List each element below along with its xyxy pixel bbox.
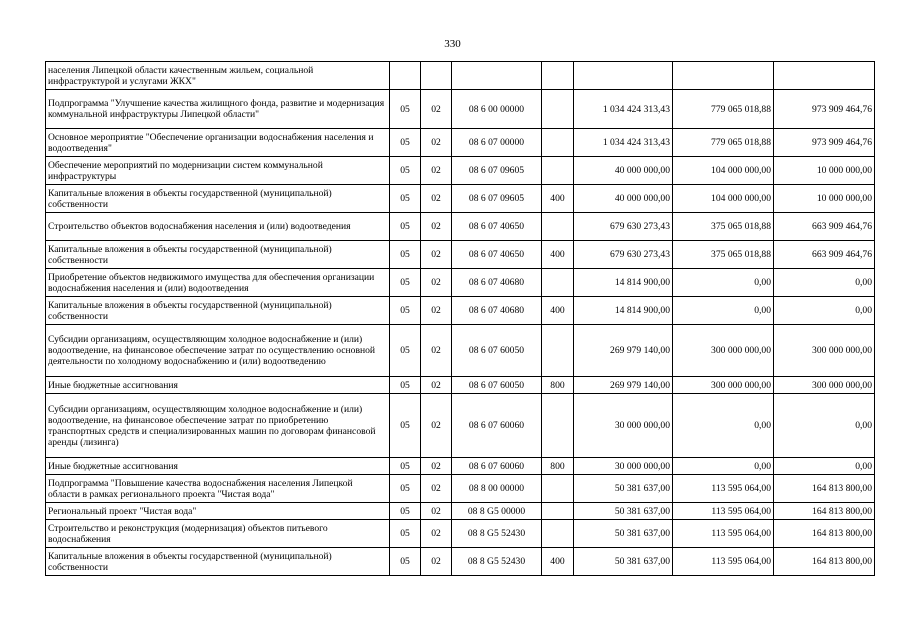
- row-expense-kind: [542, 269, 574, 297]
- row-subsection: 02: [421, 475, 452, 503]
- row-name: Иные бюджетные ассигнования: [46, 458, 390, 475]
- row-amount-year-2: 113 595 064,00: [673, 520, 774, 548]
- row-amount-year-2: 779 065 018,88: [673, 129, 774, 157]
- row-subsection: 02: [421, 520, 452, 548]
- row-amount-year-1: 50 381 637,00: [574, 475, 673, 503]
- table-row: [46, 297, 875, 325]
- row-target-code: 08 8 G5 52430: [452, 548, 542, 576]
- row-amount-year-1: 679 630 273,43: [574, 241, 673, 269]
- row-amount-year-1: 269 979 140,00: [574, 325, 673, 377]
- row-name: Основное мероприятие "Обеспечение организации водоснабжения населения и водоотведения": [46, 129, 390, 157]
- row-target-code: 08 6 00 00000: [452, 90, 542, 129]
- table-row: [46, 213, 875, 241]
- row-section: 05: [390, 90, 421, 129]
- row-amount-year-2: 300 000 000,00: [673, 325, 774, 377]
- row-section: 05: [390, 241, 421, 269]
- row-expense-kind: [542, 157, 574, 185]
- row-expense-kind: [542, 520, 574, 548]
- row-expense-kind: 400: [542, 241, 574, 269]
- row-target-code: 08 8 G5 52430: [452, 520, 542, 548]
- row-amount-year-3: 10 000 000,00: [774, 185, 875, 213]
- row-expense-kind: [542, 475, 574, 503]
- row-name: Субсидии организациям, осуществляющим холодное водоснабжение и (или) водоотведение, на финансовое обеспечение затрат по приобретению транспортных средств и специализированных машин по договорам финансовой аренды (лизинга): [46, 394, 390, 458]
- row-name: Капитальные вложения в объекты государственной (муниципальной) собственности: [46, 241, 390, 269]
- row-amount-year-2: 0,00: [673, 458, 774, 475]
- row-expense-kind: [542, 325, 574, 377]
- table-row: [46, 269, 875, 297]
- row-amount-year-3: 164 813 800,00: [774, 503, 875, 520]
- row-amount-year-2: 779 065 018,88: [673, 90, 774, 129]
- row-amount-year-2: 104 000 000,00: [673, 157, 774, 185]
- row-target-code: 08 8 G5 00000: [452, 503, 542, 520]
- row-subsection: 02: [421, 185, 452, 213]
- row-expense-kind: [542, 394, 574, 458]
- page-number: 330: [444, 38, 461, 50]
- row-target-code: 08 6 07 40650: [452, 213, 542, 241]
- table-row: [46, 377, 875, 394]
- row-amount-year-3: 300 000 000,00: [774, 377, 875, 394]
- row-amount-year-1: [574, 62, 673, 90]
- row-expense-kind: 400: [542, 297, 574, 325]
- row-section: 05: [390, 475, 421, 503]
- row-target-code: [452, 62, 542, 90]
- row-amount-year-2: 0,00: [673, 297, 774, 325]
- row-amount-year-3: 663 909 464,76: [774, 241, 875, 269]
- row-subsection: 02: [421, 377, 452, 394]
- row-name: Обеспечение мероприятий по модернизации систем коммунальной инфраструктуры: [46, 157, 390, 185]
- row-name: Иные бюджетные ассигнования: [46, 377, 390, 394]
- row-subsection: 02: [421, 269, 452, 297]
- row-amount-year-2: 104 000 000,00: [673, 185, 774, 213]
- row-expense-kind: [542, 62, 574, 90]
- row-amount-year-2: 300 000 000,00: [673, 377, 774, 394]
- row-subsection: 02: [421, 129, 452, 157]
- row-amount-year-1: 30 000 000,00: [574, 458, 673, 475]
- row-expense-kind: [542, 90, 574, 129]
- row-amount-year-3: 973 909 464,76: [774, 129, 875, 157]
- row-amount-year-1: 1 034 424 313,43: [574, 129, 673, 157]
- row-target-code: 08 8 00 00000: [452, 475, 542, 503]
- row-amount-year-3: 10 000 000,00: [774, 157, 875, 185]
- row-target-code: 08 6 07 60050: [452, 377, 542, 394]
- row-section: 05: [390, 297, 421, 325]
- row-amount-year-1: 1 034 424 313,43: [574, 90, 673, 129]
- row-amount-year-3: 300 000 000,00: [774, 325, 875, 377]
- table-row: [46, 62, 875, 90]
- row-amount-year-1: 50 381 637,00: [574, 520, 673, 548]
- row-section: 05: [390, 377, 421, 394]
- row-target-code: 08 6 07 60050: [452, 325, 542, 377]
- table-row: [46, 458, 875, 475]
- row-name: Капитальные вложения в объекты государственной (муниципальной) собственности: [46, 297, 390, 325]
- row-section: 05: [390, 213, 421, 241]
- row-target-code: 08 6 07 09605: [452, 157, 542, 185]
- budget-table: [45, 61, 875, 576]
- row-subsection: 02: [421, 213, 452, 241]
- row-amount-year-2: 113 595 064,00: [673, 503, 774, 520]
- row-section: 05: [390, 458, 421, 475]
- table-row: [46, 325, 875, 377]
- table-body: [46, 62, 875, 576]
- row-amount-year-2: 113 595 064,00: [673, 548, 774, 576]
- row-target-code: 08 6 07 09605: [452, 185, 542, 213]
- row-name: Капитальные вложения в объекты государственной (муниципальной) собственности: [46, 548, 390, 576]
- row-expense-kind: 800: [542, 458, 574, 475]
- row-target-code: 08 6 07 60060: [452, 394, 542, 458]
- row-amount-year-1: 50 381 637,00: [574, 548, 673, 576]
- row-subsection: 02: [421, 90, 452, 129]
- table-row: [46, 241, 875, 269]
- row-amount-year-2: 113 595 064,00: [673, 475, 774, 503]
- row-amount-year-3: 164 813 800,00: [774, 475, 875, 503]
- table-row: [46, 548, 875, 576]
- table-row: [46, 157, 875, 185]
- row-subsection: [421, 62, 452, 90]
- row-amount-year-2: [673, 62, 774, 90]
- row-subsection: 02: [421, 394, 452, 458]
- row-section: 05: [390, 394, 421, 458]
- row-target-code: 08 6 07 40680: [452, 297, 542, 325]
- table-row: [46, 475, 875, 503]
- row-amount-year-3: 973 909 464,76: [774, 90, 875, 129]
- row-amount-year-1: 30 000 000,00: [574, 394, 673, 458]
- row-amount-year-1: 679 630 273,43: [574, 213, 673, 241]
- table-row: [46, 185, 875, 213]
- table-row: [46, 129, 875, 157]
- row-name: населения Липецкой области качественным жильем, социальной инфраструктурой и услугами ЖКХ": [46, 62, 390, 90]
- row-amount-year-3: 663 909 464,76: [774, 213, 875, 241]
- row-name: Капитальные вложения в объекты государственной (муниципальной) собственности: [46, 185, 390, 213]
- row-expense-kind: 400: [542, 548, 574, 576]
- row-name: Строительство и реконструкция (модернизация) объектов питьевого водоснабжения: [46, 520, 390, 548]
- row-target-code: 08 6 07 40680: [452, 269, 542, 297]
- row-section: 05: [390, 157, 421, 185]
- row-subsection: 02: [421, 503, 452, 520]
- row-amount-year-3: 164 813 800,00: [774, 520, 875, 548]
- row-name: Региональный проект "Чистая вода": [46, 503, 390, 520]
- row-name: Строительство объектов водоснабжения населения и (или) водоотведения: [46, 213, 390, 241]
- table-row: [46, 90, 875, 129]
- row-amount-year-1: 269 979 140,00: [574, 377, 673, 394]
- row-section: 05: [390, 185, 421, 213]
- row-amount-year-3: 0,00: [774, 297, 875, 325]
- row-expense-kind: [542, 503, 574, 520]
- row-expense-kind: [542, 213, 574, 241]
- row-subsection: 02: [421, 241, 452, 269]
- row-amount-year-3: 0,00: [774, 458, 875, 475]
- row-amount-year-1: 14 814 900,00: [574, 297, 673, 325]
- row-amount-year-1: 14 814 900,00: [574, 269, 673, 297]
- row-section: [390, 62, 421, 90]
- row-section: 05: [390, 129, 421, 157]
- row-section: 05: [390, 269, 421, 297]
- row-amount-year-2: 0,00: [673, 394, 774, 458]
- row-amount-year-3: 0,00: [774, 394, 875, 458]
- row-expense-kind: 800: [542, 377, 574, 394]
- row-amount-year-3: [774, 62, 875, 90]
- row-name: Подпрограмма "Улучшение качества жилищного фонда, развитие и модернизация коммунальной инфраструктуры Липецкой области": [46, 90, 390, 129]
- row-name: Подпрограмма "Повышение качества водоснабжения населения Липецкой области в рамках регионального проекта "Чистая вода": [46, 475, 390, 503]
- table-row: [46, 520, 875, 548]
- row-expense-kind: [542, 129, 574, 157]
- table-row: [46, 394, 875, 458]
- row-name: Субсидии организациям, осуществляющим холодное водоснабжение и (или) водоотведение, на финансовое обеспечение затрат по осуществлению основной деятельности по холодному водоснабжению и (или) водоотведению: [46, 325, 390, 377]
- row-section: 05: [390, 548, 421, 576]
- row-subsection: 02: [421, 458, 452, 475]
- row-section: 05: [390, 520, 421, 548]
- table-row: [46, 503, 875, 520]
- row-amount-year-1: 40 000 000,00: [574, 157, 673, 185]
- row-amount-year-2: 0,00: [673, 269, 774, 297]
- row-name: Приобретение объектов недвижимого имущества для обеспечения организации водоснабжения населения и (или) водоотведения: [46, 269, 390, 297]
- row-section: 05: [390, 503, 421, 520]
- row-amount-year-3: 164 813 800,00: [774, 548, 875, 576]
- row-section: 05: [390, 325, 421, 377]
- row-target-code: 08 6 07 60060: [452, 458, 542, 475]
- row-amount-year-1: 50 381 637,00: [574, 503, 673, 520]
- row-subsection: 02: [421, 548, 452, 576]
- row-amount-year-1: 40 000 000,00: [574, 185, 673, 213]
- row-subsection: 02: [421, 297, 452, 325]
- row-target-code: 08 6 07 40650: [452, 241, 542, 269]
- row-amount-year-2: 375 065 018,88: [673, 213, 774, 241]
- row-target-code: 08 6 07 00000: [452, 129, 542, 157]
- row-subsection: 02: [421, 325, 452, 377]
- row-subsection: 02: [421, 157, 452, 185]
- row-amount-year-3: 0,00: [774, 269, 875, 297]
- row-amount-year-2: 375 065 018,88: [673, 241, 774, 269]
- row-expense-kind: 400: [542, 185, 574, 213]
